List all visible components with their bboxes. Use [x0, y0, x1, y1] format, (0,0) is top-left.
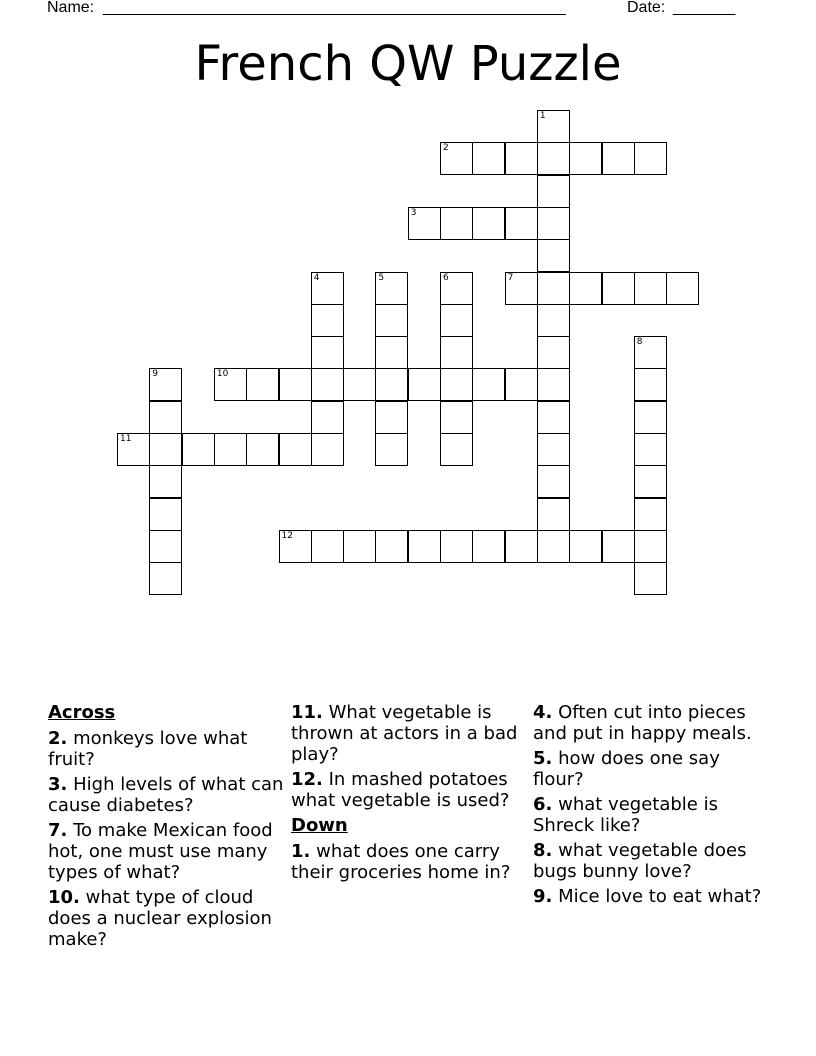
grid-cell[interactable]	[537, 272, 570, 305]
clue-text: what vegetable does bugs bunny love?	[533, 840, 747, 882]
clues-column-2	[291, 702, 527, 887]
cell-number: 5	[378, 272, 385, 283]
grid-cell[interactable]	[246, 433, 279, 466]
clue-text: what does one carry their groceries home in?	[291, 841, 511, 883]
across-heading: Across	[48, 702, 116, 723]
clue-number: 10.	[48, 887, 80, 908]
grid-cell[interactable]	[634, 272, 667, 305]
grid-cell[interactable]	[440, 530, 473, 563]
date-label: Date:	[627, 0, 666, 16]
clue-down-6	[533, 794, 769, 836]
clue-text: how does one say flour?	[533, 748, 720, 790]
clue-text: monkeys love what fruit?	[48, 728, 248, 770]
grid-cell[interactable]	[505, 368, 538, 401]
grid-cell[interactable]	[311, 336, 344, 369]
grid-cell[interactable]	[634, 498, 667, 531]
grid-cell[interactable]	[537, 368, 570, 401]
grid-cell[interactable]	[117, 433, 150, 466]
grid-cell[interactable]	[311, 530, 344, 563]
grid-cell[interactable]	[537, 175, 570, 208]
clue-number: 12.	[291, 769, 323, 790]
grid-cell[interactable]	[472, 207, 505, 240]
grid-cell[interactable]	[311, 401, 344, 434]
grid-cell[interactable]	[375, 368, 408, 401]
grid-cell[interactable]	[634, 562, 667, 595]
grid-cell[interactable]	[375, 530, 408, 563]
grid-cell[interactable]	[149, 498, 182, 531]
clue-text: What vegetable is thrown at actors in a bad play?	[291, 702, 518, 765]
grid-cell[interactable]	[375, 401, 408, 434]
grid-cell[interactable]	[537, 239, 570, 272]
grid-cell[interactable]	[246, 368, 279, 401]
grid-cell[interactable]	[602, 142, 635, 175]
cell-number: 7	[507, 272, 514, 283]
grid-cell[interactable]	[440, 433, 473, 466]
grid-cell[interactable]	[375, 272, 408, 305]
grid-cell[interactable]	[569, 530, 602, 563]
grid-cell[interactable]	[505, 207, 538, 240]
grid-cell[interactable]	[634, 530, 667, 563]
clue-down-9	[533, 886, 769, 907]
clue-number: 8.	[533, 840, 553, 861]
grid-cell[interactable]	[537, 336, 570, 369]
cell-number: 1	[539, 111, 546, 121]
grid-cell[interactable]	[634, 142, 667, 175]
clues-column-3	[533, 702, 769, 911]
clue-number: 2.	[48, 728, 68, 749]
grid-cell[interactable]	[149, 368, 182, 401]
clue-down-1	[291, 841, 527, 883]
clue-text: Often cut into pieces and put in happy meals.	[533, 702, 752, 744]
grid-cell[interactable]	[408, 368, 441, 401]
clue-text: Mice love to eat what?	[558, 886, 762, 907]
grid-cell[interactable]	[505, 272, 538, 305]
grid-cell[interactable]	[634, 401, 667, 434]
grid-cell[interactable]	[182, 433, 215, 466]
clue-down-8	[533, 840, 769, 882]
grid-cell[interactable]	[311, 433, 344, 466]
cell-number: 4	[313, 272, 320, 283]
grid-cell[interactable]	[537, 401, 570, 434]
grid-cell[interactable]	[472, 142, 505, 175]
clue-text: what type of cloud does a nuclear explosion make?	[48, 887, 272, 950]
cell-number: 10	[216, 369, 229, 380]
grid-cell[interactable]	[279, 368, 312, 401]
clue-across-10	[48, 887, 284, 950]
grid-cell[interactable]	[440, 272, 473, 305]
clue-text: To make Mexican food hot, one must use many types of what?	[48, 820, 273, 883]
clue-across-3	[48, 774, 284, 816]
grid-cell[interactable]	[149, 401, 182, 434]
grid-cell[interactable]	[440, 336, 473, 369]
clue-number: 9.	[533, 886, 553, 907]
clue-down-5	[533, 748, 769, 790]
grid-cell[interactable]	[634, 368, 667, 401]
clue-across-7	[48, 820, 284, 883]
grid-cell[interactable]	[149, 562, 182, 595]
grid-cell[interactable]	[634, 433, 667, 466]
grid-cell[interactable]	[602, 530, 635, 563]
grid-cell[interactable]	[214, 433, 247, 466]
grid-cell[interactable]	[149, 530, 182, 563]
grid-cell[interactable]	[569, 272, 602, 305]
grid-cell[interactable]	[537, 530, 570, 563]
grid-cell[interactable]	[408, 530, 441, 563]
grid-cell[interactable]	[440, 207, 473, 240]
grid-cell[interactable]	[602, 272, 635, 305]
name-label: Name:	[47, 0, 95, 16]
grid-cell[interactable]	[472, 368, 505, 401]
clue-number: 3.	[48, 774, 68, 795]
grid-cell[interactable]	[537, 433, 570, 466]
grid-cell[interactable]	[311, 272, 344, 305]
grid-cell[interactable]	[537, 110, 570, 143]
clues-column-1	[48, 702, 284, 954]
grid-cell[interactable]	[279, 530, 312, 563]
grid-cell[interactable]	[375, 304, 408, 337]
grid-cell[interactable]	[537, 207, 570, 240]
cell-number: 11	[120, 434, 132, 444]
clue-number: 11.	[291, 702, 323, 723]
grid-cell[interactable]	[569, 142, 602, 175]
cell-number: 9	[152, 369, 159, 380]
puzzle-title: French QW Puzzle	[194, 36, 622, 92]
clue-number: 4.	[533, 702, 553, 723]
clue-text: High levels of what can cause diabetes?	[48, 774, 284, 816]
cell-number: 6	[443, 272, 449, 283]
grid-cell[interactable]	[634, 465, 667, 498]
down-heading: Down	[291, 815, 348, 836]
grid-cell[interactable]	[343, 368, 376, 401]
grid-cell[interactable]	[537, 142, 570, 175]
grid-cell[interactable]	[537, 498, 570, 531]
grid-cell[interactable]	[472, 530, 505, 563]
clue-text: In mashed potatoes what vegetable is used?	[291, 769, 510, 811]
grid-cell[interactable]	[505, 530, 538, 563]
cell-number: 3	[410, 207, 417, 218]
grid-cell[interactable]	[279, 433, 312, 466]
grid-cell[interactable]	[634, 336, 667, 369]
grid-cell[interactable]	[375, 336, 408, 369]
grid-cell[interactable]	[440, 304, 473, 337]
grid-cell[interactable]	[505, 142, 538, 175]
grid-cell[interactable]	[537, 465, 570, 498]
grid-cell[interactable]	[149, 433, 182, 466]
clue-text: what vegetable is Shreck like?	[533, 794, 718, 836]
name-field[interactable]: ____________________________________________________	[103, 0, 566, 16]
clue-number: 1.	[291, 841, 311, 862]
grid-cell[interactable]	[343, 530, 376, 563]
grid-cell[interactable]	[149, 465, 182, 498]
grid-cell[interactable]	[440, 401, 473, 434]
grid-cell[interactable]	[311, 368, 344, 401]
grid-cell[interactable]	[375, 433, 408, 466]
grid-cell[interactable]	[440, 142, 473, 175]
grid-cell[interactable]	[440, 368, 473, 401]
cell-number: 2	[443, 143, 449, 154]
clue-across-11	[291, 702, 527, 765]
clue-across-12	[291, 769, 527, 811]
clue-down-4	[533, 702, 769, 744]
grid-cell[interactable]	[311, 304, 344, 337]
grid-cell[interactable]	[537, 304, 570, 337]
grid-cell[interactable]	[408, 207, 441, 240]
cell-number: 12	[281, 530, 293, 541]
cell-number: 8	[636, 337, 643, 348]
date-field[interactable]: _______	[673, 0, 736, 16]
grid-cell[interactable]	[666, 272, 699, 305]
clue-number: 7.	[48, 820, 68, 841]
clue-number: 6.	[533, 794, 553, 815]
clue-across-2	[48, 728, 284, 770]
grid-cell[interactable]	[214, 368, 247, 401]
clue-number: 5.	[533, 748, 553, 769]
